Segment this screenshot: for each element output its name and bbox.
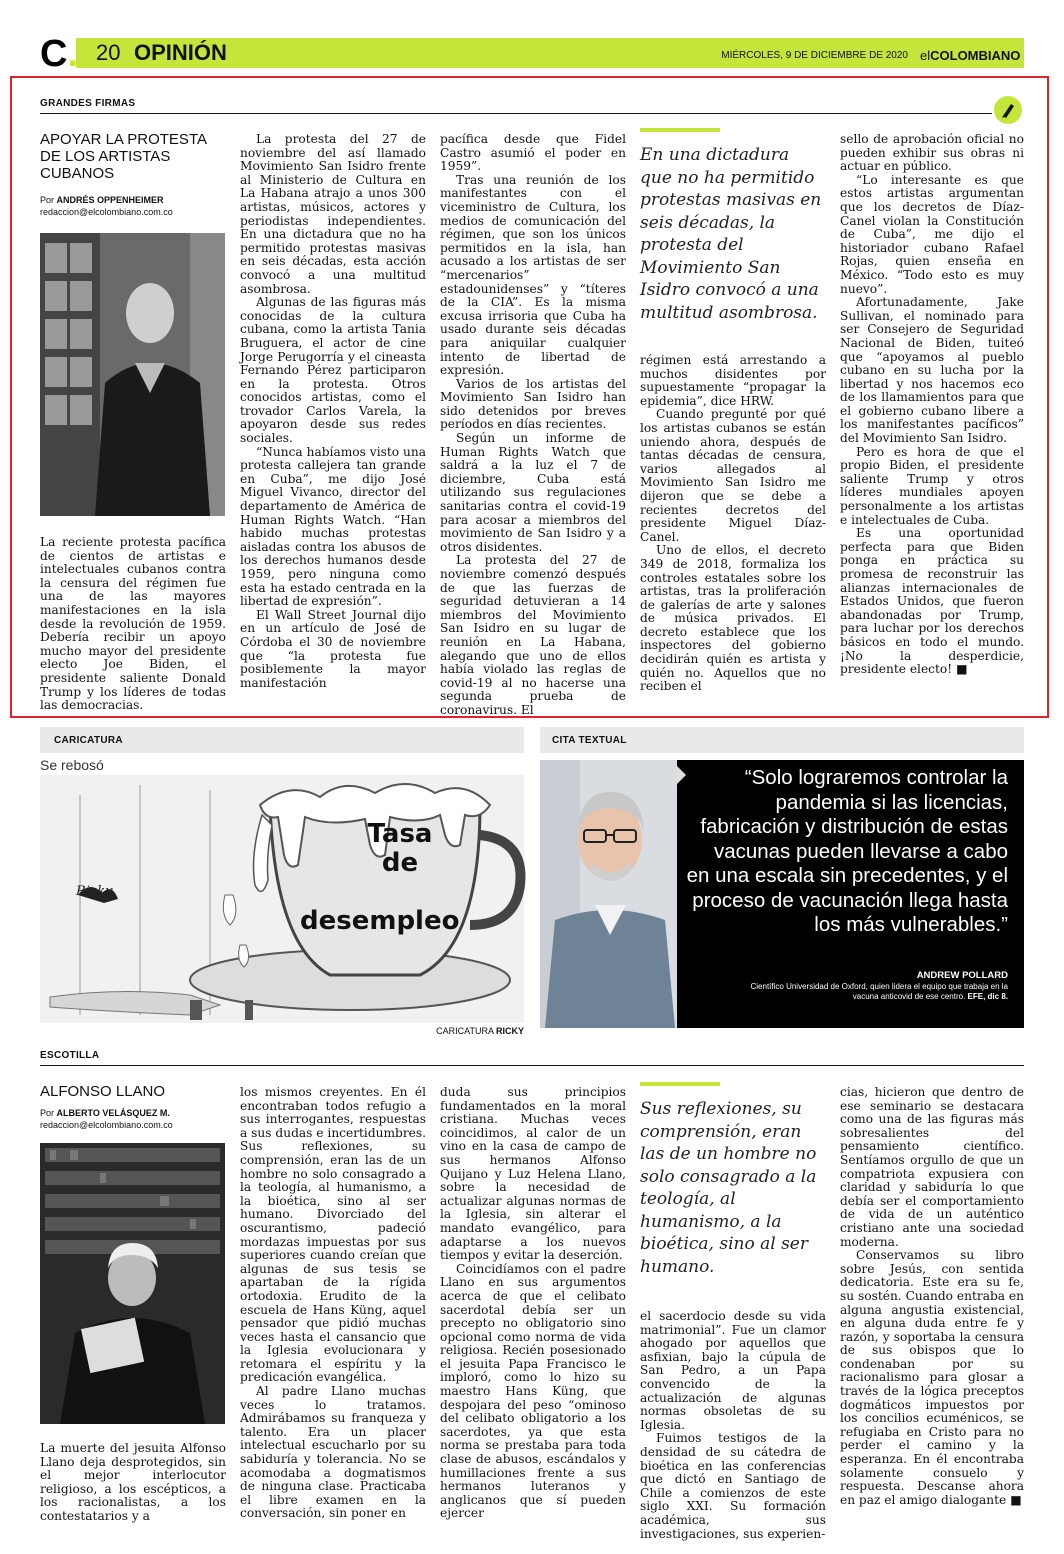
quote-author: ANDREW POLLARD: [916, 970, 1008, 981]
escotilla-byline: Por ALBERTO VELÁSQUEZ M.: [40, 1108, 170, 1118]
newspaper-logo[interactable]: C.: [40, 33, 79, 75]
byline: Por ANDRÉS OPPENHEIMER: [40, 195, 164, 205]
cartoon-credit: CARICATURA RICKY: [436, 1026, 524, 1036]
pen-nib-icon: [994, 96, 1022, 124]
page-number: 20: [96, 40, 121, 65]
quote-author-description: Científico Universidad de Oxford, quien lidera el equipo que trabaja en la vacuna anticovid de ese centro. EFE, dic 8.: [750, 982, 1008, 1001]
escotilla-column-5: cias, hicieron que dentro de ese seminario se destacara como una de las figuras más sobresalientes del pensamiento científico. Sentíamos orgullo de que un compatriota expusiera con claridad y sabiduría lo que debía ser el comportamiento de vida de un auténtico cristiano ante una sociedad moderna. Conservamos su libro sobre Jesús, con sentida dedicatoria. Este era su fe, su sostén. Cuando entraba en alguna angustia existencial, en alguna duda entre fe y razón, y soportaba la censura de sus obispos que lo condenaban por su racionalismo para glosar a través de la lógica preceptos dogmáticos impuestos por los concilios ecuménicos, se refugiaba en Cristo para no perder el camino y la esperanza. En él encontraba solamente consuelo y respuesta. Descanse ahora en paz el amigo dialogante ■: [840, 1085, 1024, 1507]
escotilla-lead: La muerte del jesuita Alfonso Llano deja desprotegidos, sin el mejor interlocutor religioso, a los escépticos, a los racionalistas, a los contestatarios y a: [40, 1441, 226, 1523]
escotilla-pull-quote-bar: [640, 1082, 720, 1086]
escotilla-column-2: los mismos creyentes. En él encontraban todos refugio a sus interrogantes, respuestas a sus dudas e incertidumbres. Sus reflexiones, su comprensión, eran las de un hombre no solo consagrado a la teología, al humanismo, a la bioética, sino al ser humano. Divorciado del oscurantismo, padeció mordazas impuestas por sus superiores cuando creían que algunas de sus tesis se apartaban de la rígida ortodoxia. Erudito de la escuela de Hans Küng, aquel pensador que pidió muchas veces hasta el cansancio que la Iglesia evolucionara y retomara el espíritu y la predicación evangélica. Al padre Llano muchas veces lo tratamos. Admirábamos su franqueza y talento. Era un placer intelectual escucharlo por su sabiduría y tolerancia. No se acomodaba a dogmatismos de ninguna clase. Practicaba el libre examen en la conversación, sin poner en: [240, 1085, 426, 1521]
section-label-grandes-firmas: GRANDES FIRMAS: [40, 98, 136, 109]
author-email[interactable]: redaccion@elcolombiano.com.co: [40, 207, 173, 217]
section-label-caricatura: CARICATURA: [54, 735, 123, 746]
escotilla-column-3: duda sus principios fundamentados en la moral cristiana. Muchas veces coincidimos, al calor de un vino en la casa de campo de sus hermanos Alfonso Quijano y Luz Helena Llano, sobre la necesidad de actualizar algunas normas de la Iglesia, sin alterar el mandato evangélico, para adaptarse a los nuevos tiempos y evitar la deserción. Coincidíamos con el padre Llano en sus argumentos acerca de que el celibato sacerdotal debía ser un precepto no obligatorio sino opcional como norma de vida religiosa. Recién posesionado el jesuita Papa Francisco le imploró, como lo hizo su maestro Hans Küng, que despojara del peso “ominoso del celibato obligatorio a los sacerdotes, ya que esta norma se prestaba para toda clase de abusos, escándalos y humillaciones frente a sus hermanos luteranos y anglicanos que sí pueden ejercer: [440, 1085, 626, 1521]
section-label-escotilla: ESCOTILLA: [40, 1050, 100, 1061]
article-column-5: sello de aprobación oficial no pueden exhibir sus obras ni actuar en público. “Lo interesante es que estos artistas argumentan que los decretos de Díaz-Canel violan la Constitución de Cuba”, me dijo el historiador cubano Rafael Rojas, quien enseña en México. “Todo esto es muy nuevo”. Afortunadamente, Jake Sullivan, el nominado para ser Consejero de Seguridad Nacional de Biden, tuiteó que “apoyamos al pueblo cubano en su lucha por la libertad y nos hacemos eco de los llamamientos para que el gobierno cubano libere a los manifestantes pacíficos” del Movimiento San Isidro. Pero es hora de que el propio Biden, el presidente saliente Trump y otros líderes mundiales apoyen personalmente a los artistas e intelectuales de Cuba. Es una oportunidad perfecta para que Biden ponga en práctica su promesa de reconstruir las alianzas internacionales de Estados Unidos, que fueron abandonadas por Trump, para luchar por los derechos básicos en todo el mundo. ¡No la desperdicie, presidente electo! ■: [840, 132, 1024, 677]
cartoon-signature: Ricky: [76, 884, 113, 899]
page-date: MIÉRCOLES, 9 DE DICIEMBRE DE 2020: [721, 50, 908, 61]
quote-portrait: [540, 760, 677, 1028]
section-rule: [40, 113, 992, 114]
quote-pointer: [676, 765, 686, 785]
article-column-4: régimen está arrestando a muchos disidentes por supuestamente “propagar la epidemia”, dice HRW. Cuando pregunté por qué los artistas cubanos se están uniendo ahora, después de tantas décadas de censura, varios allegados al Movimiento San Isidro me dijeron que se debe a recientes decretos del presidente Miguel Díaz-Canel. Uno de ellos, el decreto 349 de 2018, formaliza los controles estatales sobre los artistas, tras la proliferación de galerías de arte y salones de música privados. El decreto establece que los inspectores del gobierno decidirán quién es artista y quién no. Aquellos que no reciben el: [640, 353, 826, 694]
escotilla-rule: [40, 1065, 1024, 1066]
quote-text: “Solo lograremos controlar la pandemia si las licencias, fabricación y distribución de estas vacunas pueden llevarse a cabo en una escala sin precedentes, y el proceso de vacunación llega hasta los más vulnerables.”: [686, 766, 1008, 936]
cartoon-cup-text: Tasa de: [367, 819, 433, 878]
article-column-3: pacífica desde que Fidel Castro asumió el poder en 1959”. Tras una reunión de los manifestantes con el viceministro de Cultura, los medios de comunicación del régimen, que son los únicos permitidos en la isla, han acusado a los artistas de ser “mercenarios” estadounidenses” y “títeres de la CIA”. Es la misma excusa irrisoria que Cuba ha usado durante seis décadas para aniquilar cualquier intento de libertad de expresión. Varios de los artistas del Movimiento San Isidro han sido detenidos por breves períodos en días recientes. Según un informe de Human Rights Watch que saldrá a la luz el 7 de diciembre, Cuba está utilizando sus regulaciones sanitarias contra el covid-19 para acosar a miembros del movimiento de San Isidro y a otros disidentes. La protesta del 27 de noviembre comenzó después de que las fuerzas de seguridad detuvieran a 14 miembros del Movimiento San Isidro en su lugar de reunión en La Habana, alegando que uno de ellos había violado las reglas de covid-19 al no hacerse una segunda prueba de coronavirus. El: [440, 132, 626, 717]
escotilla-title: ALFONSO LLANO: [40, 1083, 166, 1100]
cartoon-title: Se rebosó: [40, 757, 104, 773]
cartoon-image: [40, 775, 524, 1023]
escotilla-pull-quote: Sus reflexiones, su comprensión, eran las de un hombre no solo consagrado a la teología, al humanismo, a la bioética, sino al ser humano.: [640, 1099, 817, 1277]
article-title: APOYAR LA PROTESTA DE LOS ARTISTAS CUBANOS: [40, 131, 207, 182]
article-column-2: La protesta del 27 de noviembre del así llamado Movimiento San Isidro frente al Ministerio de Cultura en La Habana atrajo a unos 300 artistas, músicos, actores y periodistas independientes. En una dictadura que no ha permitido protestas masivas en seis décadas, esta acción convocó a una multitud asombrosa. Algunas de las figuras más conocidas de la cultura cubana, como la artista Tania Bruguera, el actor de cine Jorge Perugorría y el cineasta Fernando Pérez participaron en la protesta. Otros conocidos artistas, como el trovador Carlos Varela, la apoyaron desde sus redes sociales. “Nunca habíamos visto una protesta callejera tan grande en Cuba”, me dijo José Miguel Vivanco, director del departamento de América de Human Rights Watch. “Han habido muchas protestas aisladas contra los abusos de los derechos humanos desde 1959, pero ninguna como esta ha estado centrada en la libertad de expresión”. El Wall Street Journal dijo en un artículo de José de Córdoba el 30 de noviembre que “la protesta fue posiblemente la mayor manifestación: [240, 132, 426, 690]
escotilla-email[interactable]: redaccion@elcolombiano.com.co: [40, 1120, 173, 1130]
section-label-cita: CITA TEXTUAL: [552, 735, 627, 746]
section-title: OPINIÓN: [134, 40, 227, 65]
author-photo: [40, 233, 225, 516]
article-lead: La reciente protesta pacífica de cientos de artistas e intelectuales cubanos contra la censura del régimen fue una de las mayores manifestaciones en la isla desde la revolución de 1959. Debería recibir un apoyo mucho mayor del presidente electo Joe Biden, el presidente saliente Donald Trump y los líderes de todas las democracias.: [40, 535, 226, 713]
pull-quote-bar: [640, 128, 720, 132]
pull-quote: En una dictadura que no ha permitido protestas masivas en seis décadas, la protesta del Movimiento San Isidro convocó a una multitud asombrosa.: [640, 145, 822, 323]
escotilla-photo: [40, 1143, 225, 1424]
cartoon-cup-text-2: desempleo: [300, 906, 460, 936]
brand-name: elCOLOMBIANO: [920, 48, 1021, 63]
escotilla-column-4: el sacerdocio desde su vida matrimonial”. Fue un clamor ahogado por aquellos que asfixian, bajo la cúpula de San Pedro, a un Papa convencido de la actualización de algunas normas obsoletas de su Iglesia. Fuimos testigos de la densidad de su cátedra de bioética en las conferencias que dictó en Santiago de Chile a comienzos de este siglo XXI. Su formación académica, sus investigaciones, sus experien-: [640, 1309, 826, 1541]
